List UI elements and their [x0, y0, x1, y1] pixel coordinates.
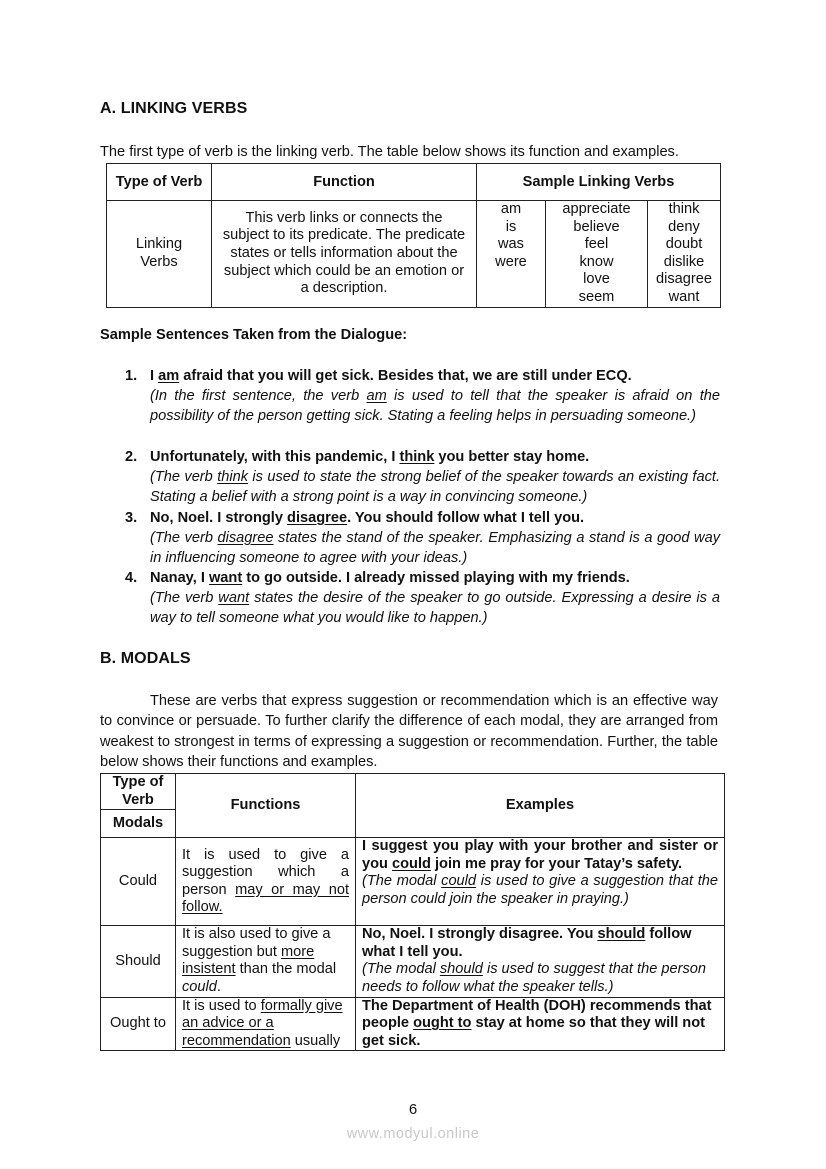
verb-highlight: think — [399, 449, 435, 465]
verb-item: want — [668, 288, 700, 305]
verb-item: think — [668, 201, 700, 217]
sample-item-2 — [125, 447, 720, 508]
sample-item-1 — [125, 366, 720, 427]
verb-highlight: want — [218, 590, 250, 607]
header-type-of-verb: Type of Verb — [107, 164, 212, 201]
item-number: 2. — [125, 449, 138, 465]
sample-explanation: (The verb think is used to state the strong belief of the speaker towards an existing fact. Stating a belief with a strong point is a way in convincing someone.) — [150, 469, 720, 506]
verb-highlight: disagree — [287, 510, 348, 526]
example-explanation: (The modal could is used to give a suggestion that the person could join the speaker in praying.) — [362, 873, 718, 907]
cell-function: It is used to give a suggestion which a person may or may not follow. — [176, 838, 356, 926]
header-examples: Examples — [356, 774, 725, 838]
verb-highlight: want — [208, 570, 243, 586]
item-number: 3. — [125, 510, 138, 526]
verb-item: were — [495, 253, 527, 270]
section-b-heading: B. MODALS — [100, 650, 191, 667]
table-header-row — [101, 774, 725, 810]
page-number: 6 — [408, 1101, 418, 1118]
section-b-intro: These are verbs that express suggestion or recommendation which is an effective way to convince or persuade. To further clarify the difference of each modal, they are arranged from weakest to strongest in terms of expressing a suggestion or recommendation. Further, the table below shows their functions and examples. — [100, 693, 718, 770]
table-row — [107, 201, 721, 308]
verb-item: believe — [573, 218, 620, 235]
sample-explanation: (The verb disagree states the stand of the speaker. Emphasizing a stand is a good way in influencing someone to agree with your ideas.) — [150, 530, 720, 567]
cell-example — [356, 997, 725, 1051]
verb-item: feel — [584, 236, 609, 253]
verb-item: was — [498, 236, 524, 253]
sample-sentence: Unfortunately, with this pandemic, I think you better stay home. — [150, 449, 590, 465]
item-number: 1. — [125, 368, 138, 384]
verb-item: am — [500, 201, 522, 217]
samples-heading: Sample Sentences Taken from the Dialogue: — [100, 327, 408, 343]
verb-highlight: think — [217, 469, 249, 486]
header-functions: Functions — [176, 774, 356, 838]
cell-function: This verb links or connects the subject to its predicate. The predicate states or tells information about the subject which could be an emotion or a description. — [212, 201, 477, 308]
verb-highlight: disagree — [217, 530, 274, 547]
verb-item: disagree — [656, 271, 712, 288]
verb-item: love — [583, 271, 610, 288]
header-modals: Modals — [101, 810, 176, 838]
verb-highlight: am — [158, 368, 180, 384]
sample-sentence: I am afraid that you will get sick. Besides that, we are still under ECQ. — [150, 368, 632, 384]
cell-type: Linking Verbs — [107, 201, 212, 308]
verb-item: know — [579, 253, 614, 270]
watermark: www.modyul.online — [346, 1126, 480, 1142]
cell-example — [356, 838, 725, 926]
item-number: 4. — [125, 570, 138, 586]
section-a-intro: The first type of verb is the linking verb. The table below shows its function and examples. — [100, 144, 679, 160]
cell-function: It is used to formally give an advice or a recommendation usually — [176, 997, 356, 1051]
sample-explanation: (In the first sentence, the verb am is used to tell that the speaker is afraid on the possibility of the person getting sick. Stating a feeling helps in persuading someone.) — [150, 388, 720, 425]
cell-modal: Should — [101, 926, 176, 997]
table-row — [101, 838, 725, 926]
cell-verbs-col2 — [546, 201, 648, 308]
example-sentence: I suggest you play with your brother and sister or you could join me pray for your Tatay’s safety. — [362, 838, 718, 872]
linking-verbs-table — [106, 163, 721, 308]
sample-explanation: (The verb want states the desire of the speaker to go outside. Expressing a desire is a way to tell someone what you would like to happen.) — [150, 590, 720, 627]
verb-item: is — [505, 218, 517, 235]
verb-item: appreciate — [562, 201, 631, 217]
table-header-row — [107, 164, 721, 201]
verb-item: seem — [578, 288, 615, 305]
sample-item-3 — [125, 508, 720, 569]
example-sentence: The Department of Health (DOH) recommends that people ought to stay at home so that they will not get sick. — [362, 997, 712, 1049]
sample-item-4 — [125, 568, 720, 629]
cell-verbs-col3 — [648, 201, 721, 308]
verb-item: dislike — [663, 253, 705, 270]
section-a-heading: A. LINKING VERBS — [100, 100, 248, 117]
header-sample-linking-verbs: Sample Linking Verbs — [477, 164, 721, 201]
sample-sentence: No, Noel. I strongly disagree. You should follow what I tell you. — [150, 510, 585, 526]
cell-modal: Could — [101, 838, 176, 926]
cell-modal: Ought to — [101, 997, 176, 1051]
verb-highlight: am — [366, 388, 387, 405]
example-sentence: No, Noel. I strongly disagree. You should follow what I tell you. — [362, 926, 692, 960]
table-row — [101, 997, 725, 1051]
cell-function: It is also used to give a suggestion but more insistent than the modal could. — [176, 926, 356, 997]
verb-item: doubt — [665, 236, 703, 253]
header-type-of-verb: Type of Verb — [101, 774, 176, 810]
cell-example — [356, 926, 725, 997]
modals-table — [100, 773, 725, 1051]
example-explanation: (The modal should is used to suggest that the person needs to follow what the speaker tells.) — [362, 961, 706, 995]
cell-verbs-col1 — [477, 201, 546, 308]
header-function: Function — [212, 164, 477, 201]
verb-item: deny — [668, 218, 700, 235]
table-row — [101, 926, 725, 997]
sample-sentence: Nanay, I want to go outside. I already missed playing with my friends. — [150, 570, 630, 586]
